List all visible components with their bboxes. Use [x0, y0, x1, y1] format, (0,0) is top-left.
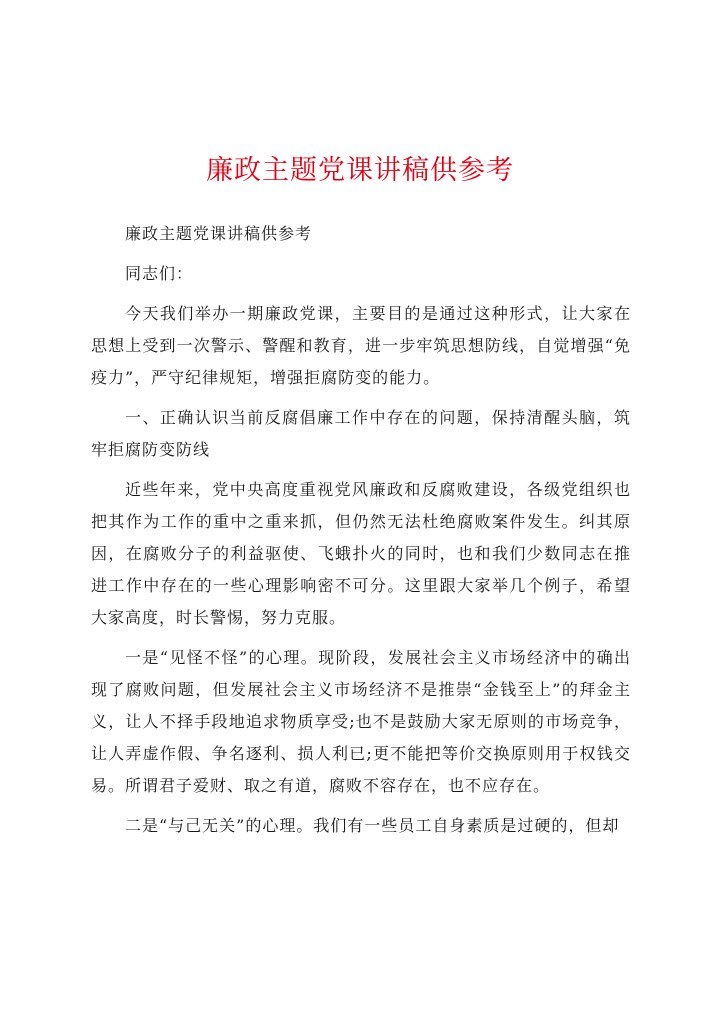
paragraph-subtitle: 廉政主题党课讲稿供参考 [125, 224, 313, 243]
paragraph-section-heading: 一、正确认识当前反腐倡廉工作中存在的问题，保持清醒头脑，筑牢拒腐防变防线 [91, 408, 631, 459]
paragraph-point-one: 一是“见怪不怪”的心理。现阶段，发展社会主义市场经济中的确出现了腐败问题，但发展社会主义市场经济不是推崇“金钱至上”的拜金主义，让人不择手段地追求物质享受;也不是鼓励大家无原则的市场竞争，让人弄虚作假、争名逐利、损人利已;更不能把等价交换原则用于权钱交易。所谓君子爱财、取之有道，腐败不容存在，也不应存在。 [91, 648, 631, 795]
document-body [91, 218, 631, 850]
paragraph-point-two: 二是“与己无关”的心理。我们有一些员工自身素质是过硬的，但却 [125, 816, 620, 835]
paragraph-background: 近些年来，党中央高度重视党风廉政和反腐败建设，各级党组织也把其作为工作的重中之重来抓，但仍然无法杜绝腐败案件发生。纠其原因，在腐败分子的利益驱使、飞蛾扑火的同时，也和我们少数同志在推进工作中存在的一些心理影响密不可分。这里跟大家举几个例子，希望大家高度，时长警惕，努力克服。 [91, 480, 631, 627]
document-title: 廉政主题党课讲稿供参考 [206, 155, 514, 186]
paragraph-intro: 今天我们举办一期廉政党课，主要目的是通过这种形式，让大家在思想上受到一次警示、警醒和教育，进一步牢筑思想防线，自觉增强“免疫力”，严守纪律规矩，增强拒腐防变的能力。 [91, 304, 631, 387]
paragraph-salutation: 同志们： [125, 264, 194, 283]
